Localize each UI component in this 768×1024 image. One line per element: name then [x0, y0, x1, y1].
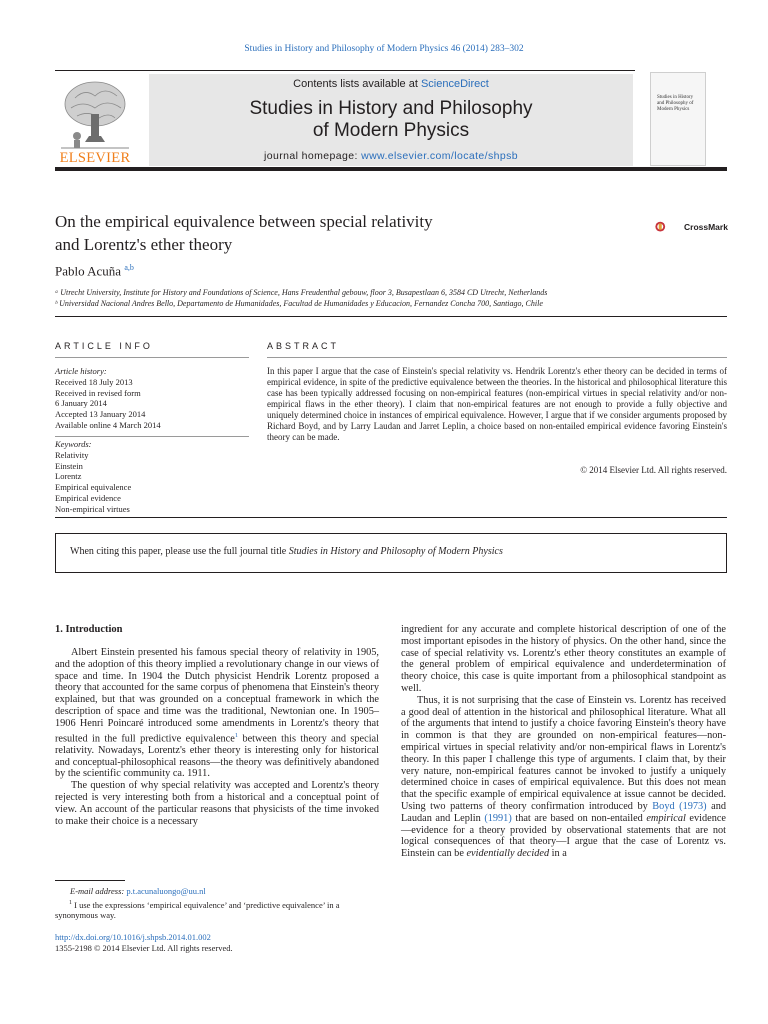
crossmark-icon[interactable] [655, 212, 685, 242]
info-rule [55, 357, 249, 358]
elsevier-wordmark: ELSEVIER [59, 150, 131, 166]
abstract-heading: ABSTRACT [267, 341, 340, 351]
author-email-line [70, 886, 206, 896]
paragraph-text: Albert Einstein presented his famous special theory of relativity in 1905, and the adoption of this theory implied a revolutionary change in our views of space and time. In 1904 the Dutch physicist Hendrik Lorentz proposed a theory that accounted for the same corpus of phenomena that Einstein's theory explained, but that was grounded on a conceptual framework in which the description of space and time was the traditional, Newtonian one. In 1905–1906 Henri Poincaré introduced some amendments in Lorentz's theory that resulted in the full predictive equivalence [55, 647, 379, 744]
keyword-item: Non-empirical virtues [55, 503, 130, 514]
abstract-copyright: © 2014 Elsevier Ltd. All rights reserved. [580, 465, 727, 475]
author-text: Pablo Acuña [55, 263, 122, 279]
paragraph-text: and Laudan and Leplin [401, 800, 726, 824]
homepage-link[interactable]: www.elsevier.com/locate/shpsb [361, 150, 519, 162]
crossmark-label[interactable]: CrossMark [684, 222, 728, 232]
history-item: Accepted 13 January 2014 [55, 409, 146, 420]
info-top-rule [55, 316, 727, 317]
issn-copyright: 1355-2198 © 2014 Elsevier Ltd. All rights reserved. [55, 943, 233, 953]
footnote-rule [55, 880, 125, 881]
email-label: E-mail address: [70, 886, 127, 896]
history-item: 6 January 2014 [55, 398, 107, 409]
contents-prefix: Contents lists available at [293, 78, 421, 90]
abstract-rule [267, 357, 727, 358]
keywords-list [55, 439, 249, 515]
citation-link[interactable]: Boyd (1973) [652, 800, 707, 812]
paragraph-text: evidence—evidence for a theory provided by observational statements that are not logical consequences of that theory—I argue that the case of Lorentz vs. Einstein can be [401, 812, 726, 860]
body-paragraph [401, 695, 726, 860]
keywords-rule [55, 436, 249, 437]
section-heading-introduction: 1. Introduction [55, 624, 123, 635]
article-title-line1: On the empirical equivalence between special relativity [55, 212, 433, 231]
footnote-1 [55, 898, 379, 921]
author-affiliation-marks[interactable]: a,b [124, 263, 134, 272]
header-bottom-rule [55, 167, 727, 171]
keyword-item: Relativity [55, 449, 89, 460]
journal-homepage-line [149, 150, 633, 162]
info-bottom-rule [55, 517, 727, 518]
journal-title [149, 98, 633, 142]
author-name [55, 263, 134, 279]
affiliation-a: ᵃ Utrecht University, Institute for History and Foundations of Science, Hans Freudenthal gebouw, floor 3, Busapestlaan 6, 3584 CD Utrecht, Netherlands [55, 288, 548, 297]
footnote-text: I use the expressions ‘empirical equivalence’ and ‘predictive equivalence’ in a synonymous way. [55, 899, 340, 921]
cover-title: Studies in History and Philosophy of Modern Physics [657, 95, 694, 112]
journal-reference[interactable]: Studies in History and Philosophy of Modern Physics 46 (2014) 283–302 [244, 44, 524, 54]
article-title [55, 210, 575, 256]
article-info-heading: ARTICLE INFO [55, 341, 153, 351]
keyword-item: Einstein [55, 460, 83, 471]
footnote-number: 1 [69, 900, 72, 906]
affiliation-b: ᵇ Universidad Nacional Andres Bello, Departamento de Humanidades, Facultad de Humanidades y Educacion, Fernandez Concha 700, Santiago, Chile [55, 299, 543, 308]
history-item: Received in revised form [55, 387, 141, 398]
journal-title-line1: Studies in History and Philosophy [249, 98, 533, 119]
emphasis-text: evidentially decided [466, 848, 550, 860]
doi-link[interactable]: http://dx.doi.org/10.1016/j.shpsb.2014.01.002 [55, 932, 211, 942]
journal-title-line2: of Modern Physics [312, 120, 470, 141]
email-link[interactable]: p.t.acunaluongo@uu.nl [126, 886, 206, 896]
abstract-text: In this paper I argue that the case of Einstein's special relativity vs. Hendrik Lorentz's ether theory can be decided in terms of empirical evidence, in spite of the predictive equivalence between the theories. In the historical and philosophical literature this case has been typically addressed focusing on non-empirical features (non-empirical virtues in special relativity and/or non-empirical flaws in the ether theory). I claim that non-empirical features are not enough to provide a fully objective and uniquely determined choice in instances of empirical equivalence. However, I argue that if we consider arguments proposed by Richard Boyd, and by Larry Laudan and Jarret Leplin, a choice based on non-entailed empirical evidence favoring Einstein's theory can be made. [267, 366, 727, 442]
keywords-label: Keywords: [55, 439, 92, 449]
header-top-rule [55, 70, 635, 71]
body-column-left [55, 647, 379, 827]
sciencedirect-link[interactable]: ScienceDirect [420, 78, 489, 90]
citation-link[interactable]: (1991) [484, 812, 512, 824]
history-item: Available online 4 March 2014 [55, 419, 161, 430]
emphasis-text: empirical [646, 812, 686, 824]
paragraph-text: that are based on non-entailed [511, 812, 647, 824]
citation-prefix: When citing this paper, please use the full journal title [70, 546, 289, 557]
body-paragraph: ingredient for any accurate and complete historical description of one of the most important episodes in the history of physics. On the other hand, since the case of special relativity vs. Lorentz's ether theory constitutes an example of the general problem of empirical equivalence and underdetermination of theory choice, this case is quite important from a philosophical standpoint as well. [401, 624, 726, 694]
article-history [55, 366, 249, 431]
homepage-prefix: journal homepage: [263, 150, 362, 162]
keyword-item: Lorentz [55, 471, 82, 482]
keyword-item: Empirical evidence [55, 492, 121, 503]
history-label: Article history: [55, 366, 107, 376]
body-column-right [401, 624, 726, 860]
contents-line [149, 78, 633, 90]
citation-notice-text [70, 546, 503, 557]
paragraph-text: Thus, it is not surprising that the case of Einstein vs. Lorentz has received a good deal of attention in the historical and philosophical literature. What all of the arguments that intend to justify a choice favoring Einstein's theory have in common is that they are grounded on non-empirical features—non-empirical virtues in special relativity and/or non-empirical flaws in Lorentz's theory. In this paper I challenge this type of arguments. I claim that, by their very nature, non-empirical features cannot be invoked to justify a uniquely determined choice in cases of empirical equivalence. But this does not mean that the specific example of empirical equivalence at issue cannot be decided. Using two patterns of theory confirmation introduced by [401, 694, 726, 812]
journal-cover-thumbnail[interactable] [650, 72, 706, 166]
paragraph-text: between this theory and special relativity. Nowadays, Lorentz's ether theory is interesting only for historical and conceptual-philosophical reasons—the theory was definitively abandoned by the scientific community ca. 1911. [55, 733, 379, 780]
history-item: Received 18 July 2013 [55, 376, 133, 387]
body-paragraph [55, 647, 379, 780]
paragraph-text: in a [549, 848, 567, 860]
body-paragraph: The question of why special relativity was accepted and Lorentz's theory rejected is very interesting both from a historical and a conceptual point of view. An account of the particular reasons that physicists of the time invoked to make their choice is a necessary [55, 780, 379, 827]
footnote-ref[interactable]: 1 [234, 731, 239, 739]
keyword-item: Empirical equivalence [55, 482, 132, 493]
article-title-line2: and Lorentz's ether theory [55, 235, 233, 254]
citation-journal: Studies in History and Philosophy of Modern Physics [288, 546, 503, 557]
